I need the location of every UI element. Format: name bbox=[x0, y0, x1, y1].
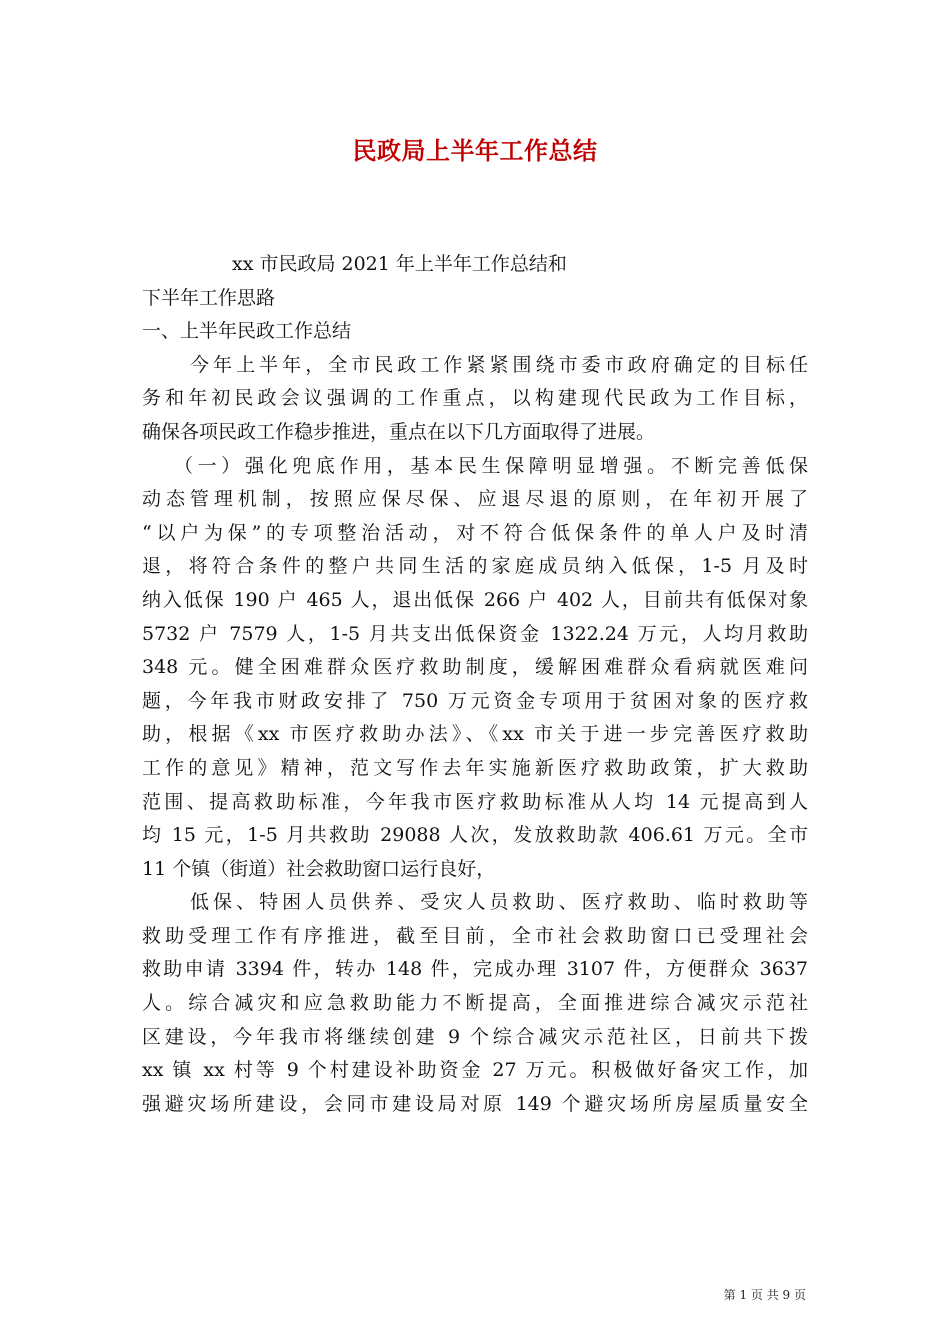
paragraph-line: 5732 户 7579 人，1-5 月共支出低保资金 1322.24 万元，人均月救助 bbox=[142, 622, 808, 645]
paragraph-line: 区建设，今年我市将继续创建 9 个综合减灾示范社区，日前共下拨 bbox=[142, 1025, 808, 1048]
paragraph-line: 题，今年我市财政安排了 750 万元资金专项用于贫困对象的医疗救 bbox=[142, 689, 808, 712]
paragraph-line: 退，将符合条件的整户共同生活的家庭成员纳入低保，1-5 月及时 bbox=[142, 555, 808, 578]
paragraph-line: 强避灾场所建设，会同市建设局对原 149 个避灾场所房屋质量安全 bbox=[142, 1092, 808, 1115]
paragraph-line: 11 个镇（街道）社会救助窗口运行良好， bbox=[142, 857, 496, 880]
section-heading: 一、上半年民政工作总结 bbox=[142, 320, 352, 343]
paragraph-line: “以户为保”的专项整治活动，对不符合低保条件的单人户及时清 bbox=[142, 521, 808, 544]
paragraph-line: 低保、特困人员供养、受灾人员救助、医疗救助、临时救助等 bbox=[190, 891, 808, 914]
document-body bbox=[142, 248, 808, 1121]
paragraph-line: 救助申请 3394 件，转办 148 件，完成办理 3107 件，方便群众 3637 bbox=[142, 958, 808, 981]
paragraph-line: 人。综合减灾和应急救助能力不断提高，全面推进综合减灾示范社 bbox=[142, 992, 808, 1015]
subheading-line-1: xx 市民政局 2021 年上半年工作总结和 bbox=[232, 253, 567, 275]
paragraph-line: （一）强化兜底作用，基本民生保障明显增强。不断完善低保 bbox=[174, 454, 808, 477]
paragraph-line: 确保各项民政工作稳步推进，重点在以下几方面取得了进展。 bbox=[142, 420, 656, 443]
paragraph-line: 工作的意见》精神，范文写作去年实施新医疗救助政策，扩大救助 bbox=[142, 756, 808, 779]
page-indicator: 第 1 页 共 9 页 bbox=[723, 1288, 806, 1302]
paragraph-line: 助，根据《xx 市医疗救助办法》、《xx 市关于进一步完善医疗救助 bbox=[142, 723, 808, 746]
document-title: 民政局上半年工作总结 bbox=[352, 136, 598, 165]
paragraph-line: 动态管理机制，按照应保尽保、应退尽退的原则，在年初开展了 bbox=[142, 488, 808, 511]
paragraph-line: 务和年初民政会议强调的工作重点，以构建现代民政为工作目标， bbox=[142, 387, 808, 410]
paragraph-line: 今年上半年，全市民政工作紧紧围绕市委市政府确定的目标任 bbox=[190, 353, 808, 376]
paragraph-line: 348 元。健全困难群众医疗救助制度，缓解困难群众看病就医难问 bbox=[142, 656, 808, 679]
paragraph-line: 均 15 元，1-5 月共救助 29088 人次，发放救助款 406.61 万元。全市 bbox=[142, 824, 808, 847]
paragraph-line: 救助受理工作有序推进，截至目前，全市社会救助窗口已受理社会 bbox=[142, 924, 808, 947]
subheading-line-2: 下半年工作思路 bbox=[142, 286, 276, 309]
paragraph-line: 纳入低保 190 户 465 人，退出低保 266 户 402 人，目前共有低保对象 bbox=[142, 588, 808, 611]
paragraph-line: 范围、提高救助标准，今年我市医疗救助标准从人均 14 元提高到人 bbox=[142, 790, 808, 813]
paragraph-line: xx 镇 xx 村等 9 个村建设补助资金 27 万元。积极做好备灾工作，加 bbox=[142, 1059, 808, 1082]
